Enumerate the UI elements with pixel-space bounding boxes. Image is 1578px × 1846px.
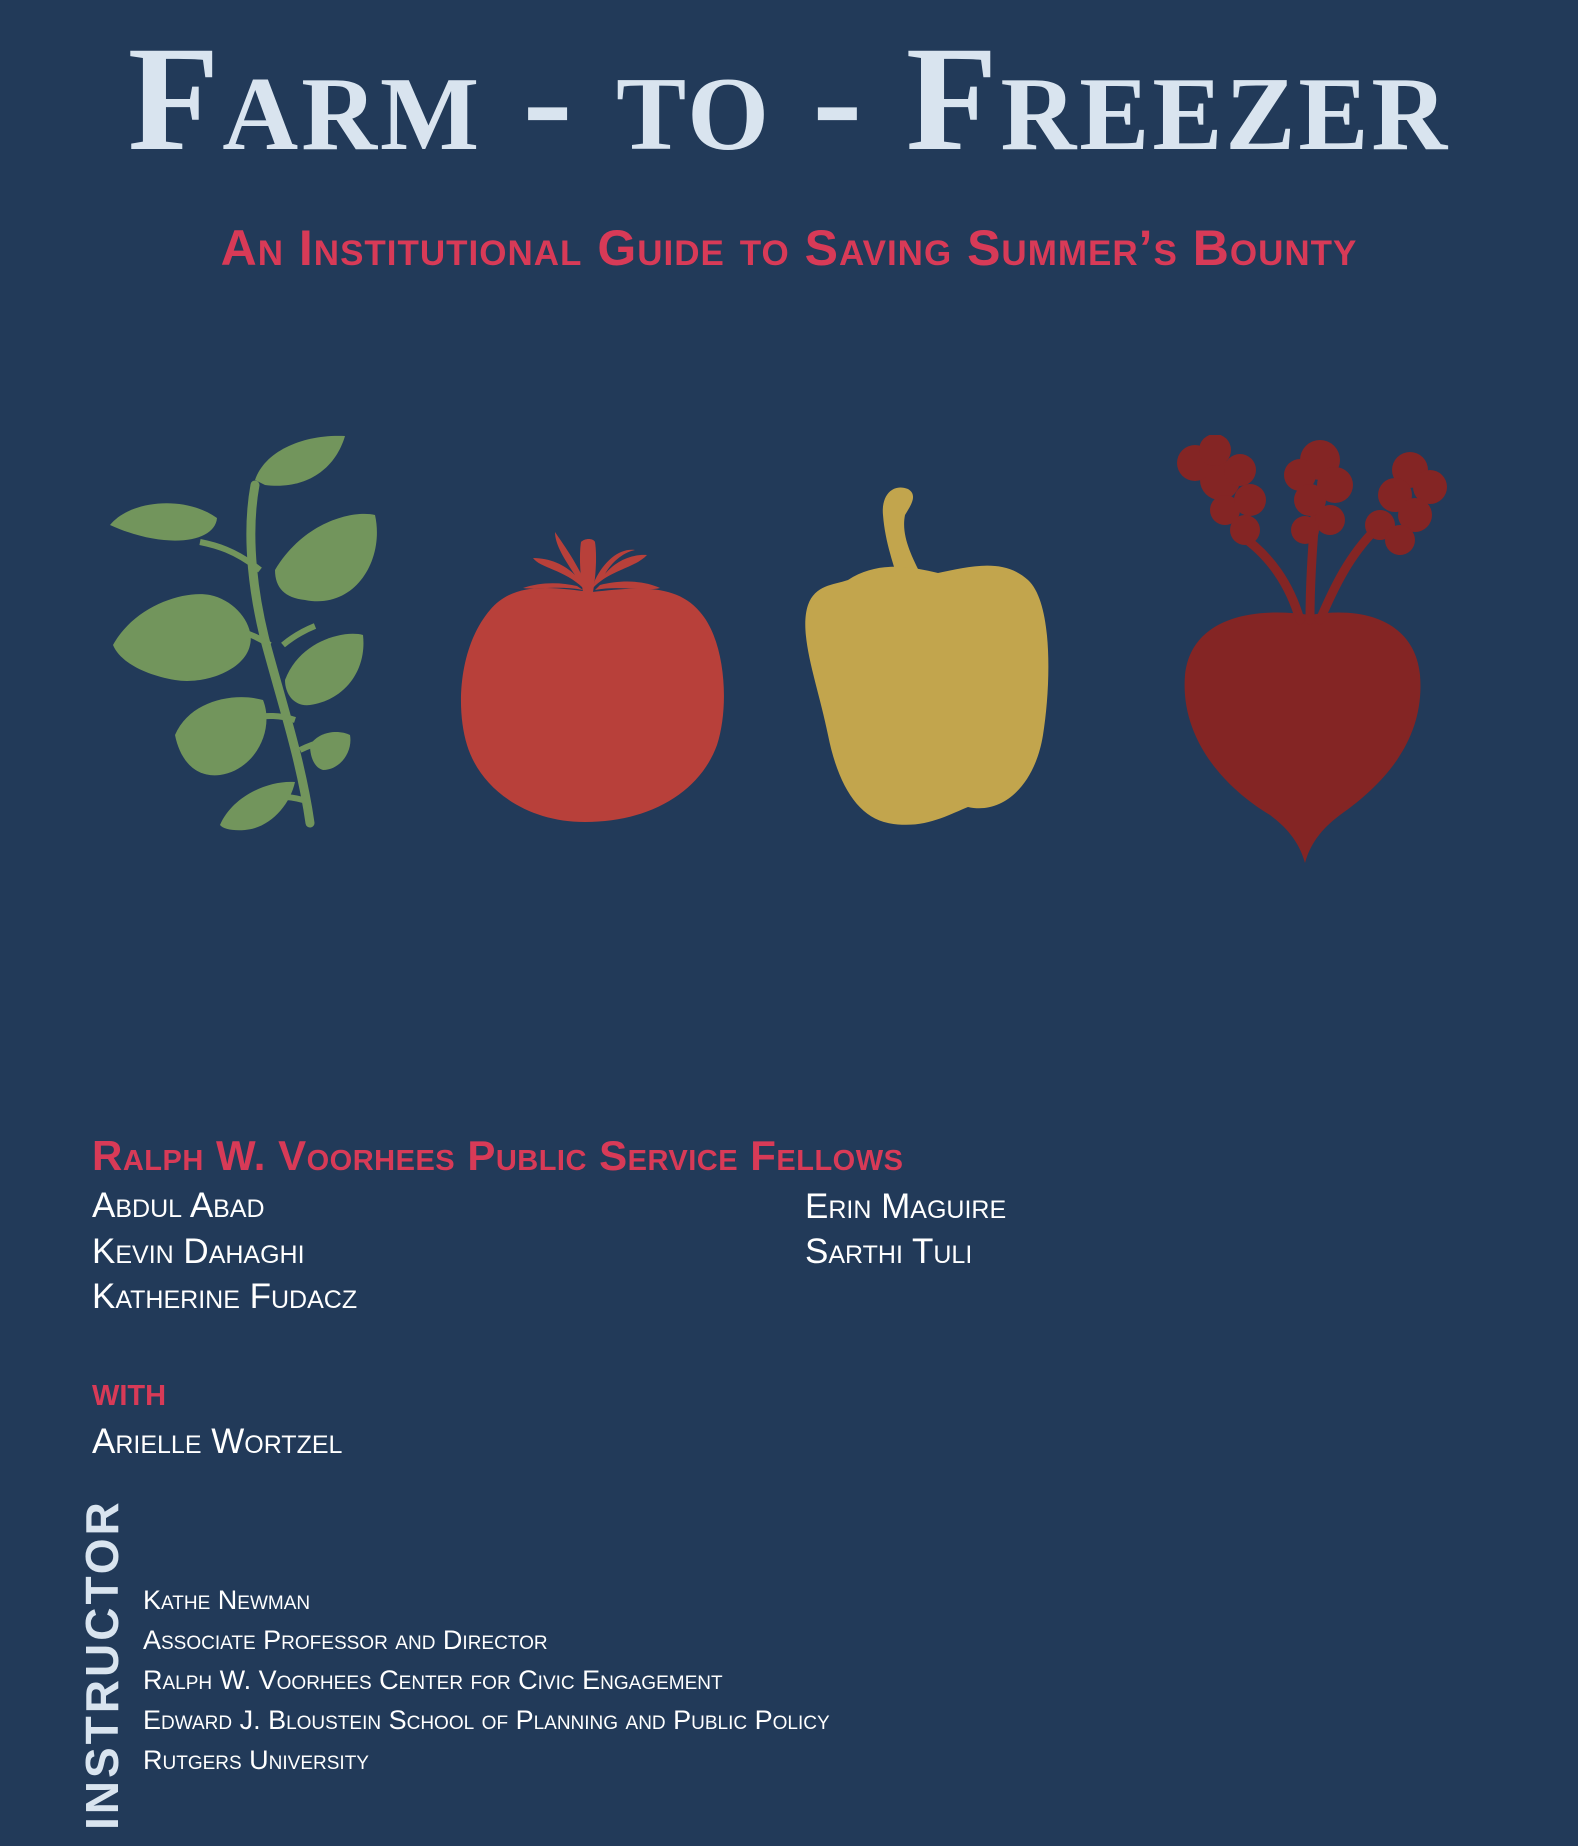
cover-title: Farm - to - Freezer [127,16,1451,182]
cover-subtitle: An Institutional Guide to Saving Summer’s Bounty [220,220,1358,276]
fellow-name: Abdul Abad [92,1186,265,1225]
instructor-center: Ralph W. Voorhees Center for Civic Engagement [143,1665,723,1695]
instructor-label: INSTRUCTOR [76,1499,128,1830]
instructor-title: Associate Professor and Director [143,1625,548,1655]
instructor-school: Edward J. Bloustein School of Planning and Public Policy [143,1705,830,1735]
fellow-name: Kevin Dahaghi [92,1232,305,1271]
tomato-icon [455,530,730,825]
instructor-university: Rutgers University [143,1745,369,1775]
fellow-name: Katherine Fudacz [92,1277,358,1316]
fellow-name: Erin Maguire [805,1187,1007,1226]
fellows-heading: Ralph W. Voorhees Public Service Fellows [92,1132,904,1179]
beet-icon [1160,435,1470,865]
fellow-name: Sarthi Tuli [805,1232,973,1271]
with-name: Arielle Wortzel [92,1422,343,1461]
with-heading: with [92,1367,167,1414]
instructor-name: Kathe Newman [143,1585,311,1615]
bell-pepper-icon [803,485,1053,830]
basil-sprig-icon [105,430,385,835]
